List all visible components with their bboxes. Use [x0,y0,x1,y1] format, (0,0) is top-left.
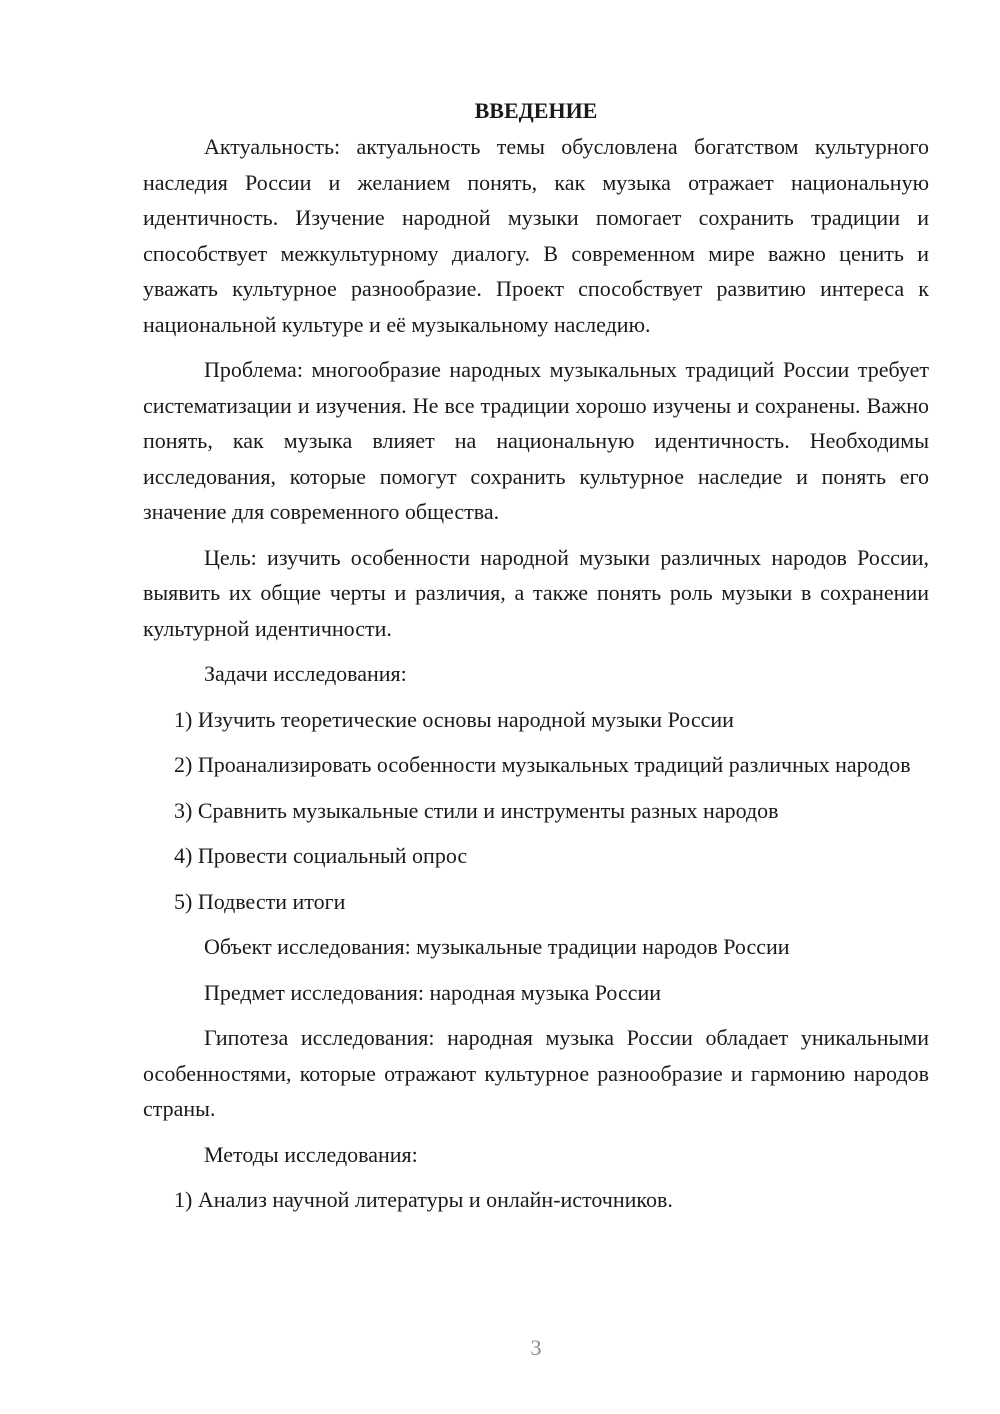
task-item: 5) Подвести итоги [174,888,346,914]
goal-paragraph: Цель: изучить особенности народной музыки различных народов России, выявить их общие черты и различия, а также понять роль музыки в сохранении культурной идентичности. [143,544,929,641]
tasks-heading: Задачи исследования: [204,661,407,686]
method-item: 1) Анализ научной литературы и онлайн-источников. [174,1187,673,1212]
relevance-paragraph: Актуальность: актуальность темы обусловлена богатством культурного наследия России и желанием понять, как музыка отражает национальную идентичность. Изучение народной музыки помогает сохранить традиции и способствует межкультурному диалогу. В современном мире важно ценить и уважать культурное разнообразие. Проект способствует развитию интереса к национальной культуре и её музыкальному наследию. [143,134,929,337]
task-item: 4) Провести социальный опрос [174,843,468,868]
problem-paragraph: Проблема: многообразие народных музыкальных традиций России требует систематизации и изучения. Не все традиции хорошо изучены и сохранены. Важно понять, как музыка влияет на национальную идентичность. Необходимы исследования, которые помогут сохранить культурное наследие и понять его значение для современного общества. [143,357,929,524]
hypothesis-paragraph: Гипотеза исследования: народная музыка России обладает уникальными особенностями, которые отражают культурное разнообразие и гармонию народов страны. [143,1025,929,1121]
task-item: 3) Сравнить музыкальные стили и инструменты разных народов [174,797,779,823]
subject-line: Предмет исследования: народная музыка России [204,979,662,1005]
page-number: 3 [530,1335,542,1360]
document-page [143,96,929,1228]
document-title: ВВЕДЕНИЕ [474,98,598,123]
object-line: Объект исследования: музыкальные традиции народов России [204,934,790,959]
task-item: 2) Проанализировать особенности музыкальных традиций различных народов [174,752,911,777]
task-item: 1) Изучить теоретические основы народной музыки России [174,706,734,732]
methods-heading: Методы исследования: [204,1141,418,1167]
